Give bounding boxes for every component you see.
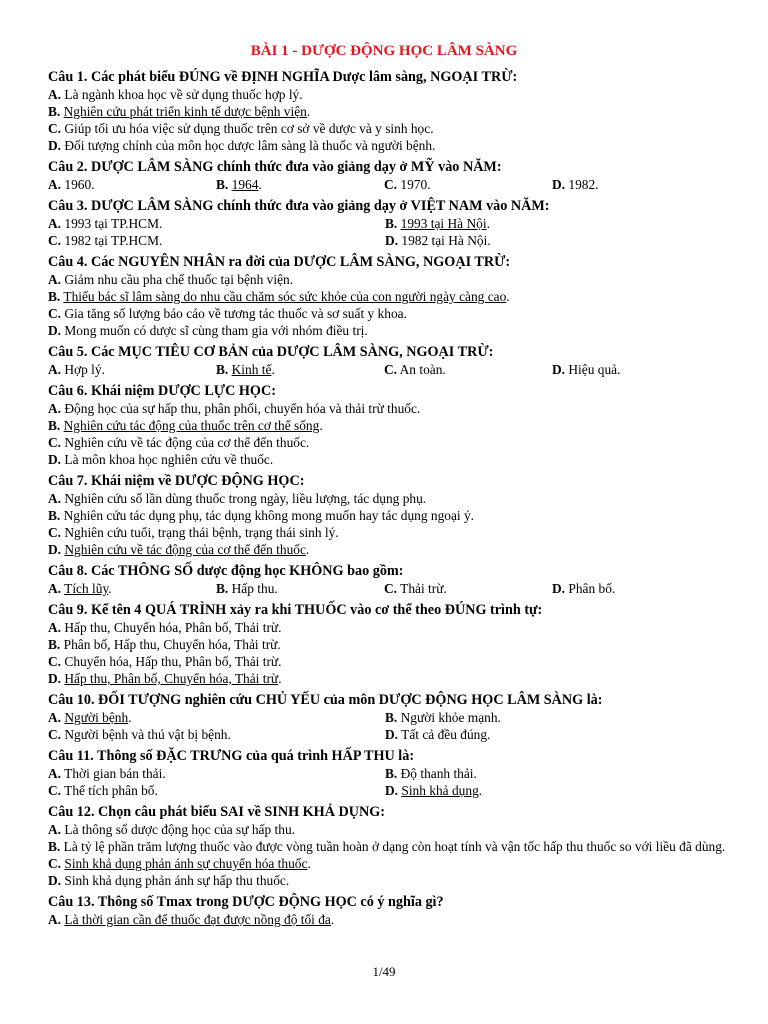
option-c: C. 1982 tại TP.HCM. — [48, 233, 163, 248]
option-c: C. Nghiên cứu về tác động của cơ thể đến thuốc. — [48, 435, 310, 450]
answer-underline: Sinh khả dụng phản ánh sự chuyển hóa thuốc — [64, 856, 308, 871]
answer-underline: 1993 tại Hà Nội — [400, 216, 487, 231]
question-heading: Câu 13. Thông số Tmax trong DƯỢC ĐỘNG HỌC có ý nghĩa gì? — [48, 894, 444, 910]
question-heading: Câu 3. DƯỢC LÂM SÀNG chính thức đưa vào giảng dạy ở VIỆT NAM vào NĂM: — [48, 198, 550, 214]
option-b: B. Là tỷ lệ phần trăm lượng thuốc vào được vòng tuần hoàn ở dạng còn hoạt tính và vận tốc hấp thu thuốc so với liều đã dùng. — [48, 839, 726, 854]
option-d: D. Sinh khả dụng. — [385, 783, 483, 798]
option-c: C. 1970. — [384, 177, 431, 192]
option-c: C. Gia tăng số lượng báo cáo về tương tác thuốc và sơ suất y khoa. — [48, 306, 407, 321]
option-d: D. Nghiên cứu về tác động của cơ thể đến thuốc. — [48, 542, 310, 557]
option-d: D. Hấp thu, Phân bố, Chuyển hóa, Thải trừ. — [48, 671, 282, 686]
answer-underline: Tích lũy — [64, 581, 109, 596]
option-a: A. Là thông số dược động học của sự hấp thu. — [48, 822, 295, 837]
option-b: B. 1964. — [216, 177, 262, 192]
page-title: BÀI 1 - DƯỢC ĐỘNG HỌC LÂM SÀNG — [250, 43, 518, 59]
question-13 — [48, 894, 738, 928]
question-heading: Câu 4. Các NGUYÊN NHÂN ra đời của DƯỢC LÂM SÀNG, NGOẠI TRỪ: — [48, 254, 511, 270]
option-d: D. 1982. — [552, 177, 599, 192]
option-b: B. 1993 tại Hà Nội. — [385, 216, 490, 231]
option-a: A. Hấp thu, Chuyển hóa, Phân bố, Thải trừ. — [48, 620, 282, 635]
question-heading: Câu 5. Các MỤC TIÊU CƠ BẢN của DƯỢC LÂM SÀNG, NGOẠI TRỪ: — [48, 344, 494, 360]
answer-underline: Là thời gian cần để thuốc đạt được nồng độ tối đa — [64, 912, 331, 927]
option-a: A. Người bệnh. — [48, 710, 132, 725]
option-c: C. Thể tích phân bố. — [48, 783, 158, 798]
option-c: C. Thải trừ. — [384, 581, 447, 596]
option-a: A. Hợp lý. — [48, 362, 105, 377]
answer-underline: Hấp thu, Phân bố, Chuyển hóa, Thải trừ — [64, 671, 279, 686]
option-a: A. Tích lũy. — [48, 581, 112, 596]
question-8 — [48, 563, 738, 597]
page-number: 1/49 — [372, 964, 396, 979]
option-d: D. Mong muốn có dược sĩ cùng tham gia với nhóm điều trị. — [48, 323, 368, 338]
option-b: B. Thiếu bác sĩ lâm sàng do nhu cầu chăm sóc sức khỏe của con người ngày càng cao. — [48, 289, 510, 304]
question-10 — [48, 692, 738, 743]
answer-underline: Thiếu bác sĩ lâm sàng do nhu cầu chăm sóc sức khỏe của con người ngày càng cao — [63, 289, 507, 304]
option-b: B. Người khỏe mạnh. — [385, 710, 501, 725]
option-b: B. Kinh tế. — [216, 362, 275, 377]
question-3 — [48, 198, 738, 249]
option-a: A. Là ngành khoa học về sử dụng thuốc hợp lý. — [48, 87, 303, 102]
option-b: B. Nghiên cứu tác động của thuốc trên cơ thể sống. — [48, 418, 323, 433]
option-c: C. Nghiên cứu tuổi, trạng thái bệnh, trạng thái sinh lý. — [48, 525, 339, 540]
question-heading: Câu 6. Khái niệm DƯỢC LỰC HỌC: — [48, 383, 276, 399]
question-heading: Câu 8. Các THÔNG SỐ dược động học KHÔNG bao gồm: — [48, 563, 404, 579]
question-9 — [48, 602, 738, 687]
option-c: C. Giúp tối ưu hóa việc sử dụng thuốc trên cơ sở về dược và y sinh học. — [48, 121, 434, 136]
answer-underline: Nghiên cứu phát triển kinh tế dược bệnh viện — [63, 104, 307, 119]
question-heading: Câu 11. Thông số ĐẶC TRƯNG của quá trình HẤP THU là: — [48, 748, 415, 764]
option-a: A. Là thời gian cần để thuốc đạt được nồng độ tối đa. — [48, 912, 335, 927]
option-b: B. Độ thanh thải. — [385, 766, 477, 781]
option-d: D. 1982 tại Hà Nội. — [385, 233, 491, 248]
question-heading: Câu 9. Kể tên 4 QUÁ TRÌNH xảy ra khi THUỐC vào cơ thể theo ĐÚNG trình tự: — [48, 602, 543, 618]
question-list — [48, 69, 738, 933]
option-d: D. Hiệu quả. — [552, 362, 621, 377]
option-b: B. Phân bố, Hấp thu, Chuyển hóa, Thải trừ. — [48, 637, 281, 652]
option-b: B. Nghiên cứu tác dụng phụ, tác dụng không mong muốn hay tác dụng ngoại ý. — [48, 508, 475, 523]
answer-underline: Nghiên cứu tác động của thuốc trên cơ thể sống — [63, 418, 320, 433]
question-heading: Câu 2. DƯỢC LÂM SÀNG chính thức đưa vào giảng dạy ở MỸ vào NĂM: — [48, 159, 502, 175]
option-d: D. Phân bố. — [552, 581, 616, 596]
option-b: B. Nghiên cứu phát triển kinh tế dược bệnh viện. — [48, 104, 311, 119]
option-d: D. Tất cả đều đúng. — [385, 727, 491, 742]
option-c: C. Sinh khả dụng phản ánh sự chuyển hóa thuốc. — [48, 856, 311, 871]
question-6 — [48, 383, 738, 468]
question-12 — [48, 804, 738, 889]
answer-underline: Sinh khả dụng — [401, 783, 479, 798]
option-d: D. Sinh khả dụng phản ánh sự hấp thu thuốc. — [48, 873, 290, 888]
option-c: C. Người bệnh và thú vật bị bệnh. — [48, 727, 231, 742]
question-heading: Câu 12. Chọn câu phát biểu SAI về SINH KHẢ DỤNG: — [48, 804, 386, 820]
question-1 — [48, 69, 738, 154]
option-a: A. Thời gian bán thải. — [48, 766, 166, 781]
question-7 — [48, 473, 738, 558]
option-a: A. 1993 tại TP.HCM. — [48, 216, 163, 231]
question-11 — [48, 748, 738, 799]
question-4 — [48, 254, 738, 339]
option-a: A. Giảm nhu cầu pha chế thuốc tại bệnh viện. — [48, 272, 294, 287]
option-c: C. An toàn. — [384, 362, 446, 377]
option-c: C. Chuyển hóa, Hấp thu, Phân bố, Thải trừ. — [48, 654, 282, 669]
option-d: D. Đối tượng chính của môn học dược lâm sàng là thuốc và người bệnh. — [48, 138, 436, 153]
answer-underline: 1964 — [231, 177, 259, 192]
option-b: B. Hấp thu. — [216, 581, 278, 596]
answer-underline: Nghiên cứu về tác động của cơ thể đến thuốc — [64, 542, 306, 557]
option-a: A. Nghiên cứu số lần dùng thuốc trong ngày, liều lượng, tác dụng phụ. — [48, 491, 427, 506]
answer-underline: Người bệnh — [64, 710, 129, 725]
option-a: A. 1960. — [48, 177, 95, 192]
question-2 — [48, 159, 738, 193]
question-heading: Câu 7. Khái niệm về DƯỢC ĐỘNG HỌC: — [48, 473, 305, 489]
question-heading: Câu 1. Các phát biểu ĐÚNG về ĐỊNH NGHĨA Dược lâm sàng, NGOẠI TRỪ: — [48, 69, 518, 85]
answer-underline: Kinh tế — [231, 362, 272, 377]
question-5 — [48, 344, 738, 378]
question-heading: Câu 10. ĐỐI TƯỢNG nghiên cứu CHỦ YẾU của môn DƯỢC ĐỘNG HỌC LÂM SÀNG là: — [48, 692, 603, 708]
option-d: D. Là môn khoa học nghiên cứu về thuốc. — [48, 452, 274, 467]
option-a: A. Động học của sự hấp thu, phân phối, chuyển hóa và thải trừ thuốc. — [48, 401, 421, 416]
